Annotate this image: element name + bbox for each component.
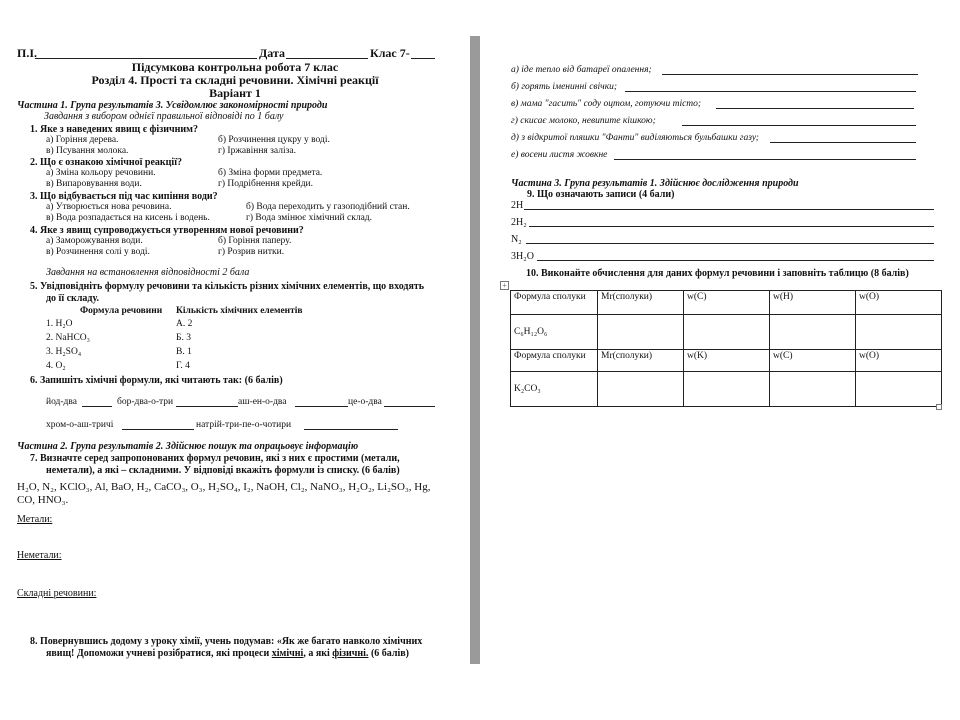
phenomenon-c: в) мама "гасить" соду оцтом, готуючи тісто; (511, 99, 702, 109)
part1-subheading-2: Завдання на встановлення відповідності 2 бала (46, 267, 250, 278)
q5-formula-3: 3. H₂SO₄ (46, 347, 82, 357)
q7-metals-label: Метали: (17, 514, 53, 525)
table-header-wc: w(C) (684, 291, 770, 315)
table-cell[interactable] (770, 315, 856, 350)
table-header-wo-2: w(O) (856, 350, 942, 372)
date-field-line (286, 58, 368, 59)
q1-option-a: а) Горіння дерева. (46, 135, 119, 145)
table-header-wc-2: w(C) (770, 350, 856, 372)
phenomenon-b: б) горять іменинні свічки; (511, 82, 618, 92)
q6-item-1: йод-два (46, 397, 77, 407)
table-header-wh: w(H) (770, 291, 856, 315)
question-4: 4. Яке з явищ супроводжується утворенням нової речовини? (30, 225, 304, 236)
class-label: Клас 7- (370, 46, 410, 60)
phenomenon-d-line[interactable] (682, 125, 916, 126)
table-move-handle-icon[interactable]: + (500, 281, 509, 290)
question-7-cont: неметали), а які – складними. У відповіді вкажіть формули із списку. (6 балів) (46, 465, 400, 476)
q6-answer-line-3[interactable] (295, 406, 348, 407)
table-cell[interactable] (598, 315, 684, 350)
q2-option-b: б) Зміна форми предмета. (218, 168, 323, 178)
table-header-formula: Формула сполуки (511, 291, 598, 315)
q8-text-part-c: , а які (303, 648, 333, 659)
q6-answer-line-1[interactable] (82, 406, 112, 407)
phenomenon-d: г) скисає молоко, невипите кішкою; (511, 116, 656, 126)
question-1: 1. Яке з наведених явищ є фізичним? (30, 124, 198, 135)
table-cell[interactable] (684, 315, 770, 350)
phenomenon-a-line[interactable] (662, 74, 918, 75)
q8-points: (6 балів) (368, 648, 409, 659)
q4-option-a: а) Заморожування води. (46, 236, 143, 246)
table-cell-glucose: C₆H₁₂O₆ (511, 315, 598, 350)
q5-count-a: А. 2 (176, 319, 193, 329)
table-header-mr-2: Mr(сполуки) (598, 350, 684, 372)
worksheet-page-right (480, 0, 960, 720)
part2-heading: Частина 2. Група результатів 2. Здійснює пошук та опрацьовує інформацію (17, 441, 359, 452)
phenomenon-f-line[interactable] (614, 159, 916, 160)
q6-answer-line-4[interactable] (384, 406, 435, 407)
q5-count-c: В. 1 (176, 347, 192, 357)
q7-formula-list: H₂O, N₂, KClO₃, Al, BaO, H₂, CaCO₃, O₃, H₂SO₄, I₂, NaOH, Cl₂, NaNO₃, H₂O₂, Li₂SO₃, Hg, (17, 481, 431, 493)
q9-item-3: N₂ (511, 234, 522, 245)
table-cell[interactable] (856, 315, 942, 350)
q1-option-c: в) Псування молока. (46, 146, 129, 156)
question-8-cont (46, 648, 409, 659)
q9-item-2: 2H₂ (511, 217, 527, 228)
question-9: 9. Що означають записи (4 бали) (527, 189, 675, 200)
q5-col-count: Кількість хімічних елементів (176, 306, 303, 316)
q5-formula-2: 2. NaHCO₃ (46, 333, 90, 343)
q2-option-c: в) Випаровування води. (46, 179, 142, 189)
table-cell[interactable] (598, 372, 684, 407)
table-header-mr: Mr(сполуки) (598, 291, 684, 315)
q8-chemical-word: хімічні (271, 648, 304, 659)
table-resize-handle-icon[interactable] (936, 404, 942, 410)
question-7: 7. Визначте серед запропонованих формул речовин, які з них є простими (метали, (30, 453, 400, 464)
phenomenon-e: д) з відкритої пляшки "Фанти" виділяються бульбашки газу; (511, 133, 759, 143)
table-header-formula-2: Формула сполуки (511, 350, 598, 372)
question-2: 2. Що є ознакою хімічної реакції? (30, 157, 182, 168)
page-gap-divider (470, 36, 480, 664)
q8-text-part-a: явищ! Допоможи учневі розібратися, які процеси (46, 648, 272, 659)
phenomenon-b-line[interactable] (625, 91, 916, 92)
table-cell[interactable] (856, 372, 942, 407)
phenomenon-f: е) восени листя жовкне (511, 150, 608, 160)
phenomenon-e-line[interactable] (770, 142, 916, 143)
q8-physical-word: фізичні. (332, 648, 369, 659)
q9-answer-line-4[interactable] (537, 260, 934, 261)
q6-item-2: бор-два-о-три (117, 397, 174, 407)
class-field-line (411, 58, 435, 59)
q3-option-a: а) Утворюється нова речовина. (46, 202, 172, 212)
q4-option-c: в) Розчинення солі у воді. (46, 247, 150, 257)
q6-item-3: аш-ен-о-два (238, 397, 287, 407)
q6-answer-line-6[interactable] (304, 429, 398, 430)
q7-nonmetals-label: Неметали: (17, 550, 62, 561)
q7-formula-list-cont: CO, HNO₃. (17, 494, 69, 506)
phenomenon-a: а) іде тепло від батареї опалення; (511, 65, 652, 75)
question-5-cont: до її складу. (46, 293, 99, 304)
q3-option-b: б) Вода переходить у газоподібний стан. (246, 202, 410, 212)
q5-count-b: Б. 3 (176, 333, 191, 343)
q4-option-b: б) Горіння паперу. (218, 236, 292, 246)
document-title: Підсумкова контрольна робота 7 клас (131, 60, 339, 74)
q6-answer-line-2[interactable] (176, 406, 238, 407)
question-6: 6. Запишіть хімічні формули, які читають так: (6 балів) (30, 375, 283, 386)
table-cell-potassium-carbonate: K₂CO₃ (511, 372, 598, 407)
q2-option-d: г) Подрібнення крейди. (218, 179, 313, 189)
section-title: Розділ 4. Прості та складні речовини. Хімічні реакції (91, 73, 379, 87)
table-cell[interactable] (684, 372, 770, 407)
calculation-table (510, 290, 942, 407)
q5-count-d: Г. 4 (176, 361, 190, 371)
worksheet-page-left (0, 0, 470, 720)
variant-title: Варіант 1 (209, 86, 261, 100)
q6-item-5: хром-о-аш-тричі (46, 420, 114, 430)
q7-complex-label: Складні речовини: (17, 588, 97, 599)
q6-answer-line-5[interactable] (122, 429, 194, 430)
q5-formula-1: 1. H₂O (46, 319, 73, 329)
q3-option-d: г) Вода змінює хімічний склад. (246, 213, 373, 223)
q3-option-c: в) Вода розпадається на кисень і водень. (46, 213, 210, 223)
q9-answer-line-2[interactable] (529, 226, 934, 227)
q4-option-d: г) Розрив нитки. (218, 247, 285, 257)
table-cell[interactable] (770, 372, 856, 407)
question-10: 10. Виконайте обчислення для даних формул речовини і заповніть таблицю (8 балів) (526, 268, 909, 279)
question-8: 8. Повернувшись додому з уроку хімії, учень подумав: «Як же багато навколо хімічних (30, 636, 423, 647)
q9-item-1: 2H (511, 200, 524, 211)
part1-subheading: Завдання з вибором однієї правильної відповіді по 1 балу (44, 111, 284, 122)
q5-formula-4: 4. O₂ (46, 361, 66, 371)
q9-item-4: 3H₂O (511, 251, 534, 262)
q6-item-4: це-о-два (348, 397, 382, 407)
part1-heading: Частина 1. Група результатів 3. Усвідомлює закономірності природи (17, 100, 328, 111)
part3-heading: Частина 3. Група результатів 1. Здійснює дослідження природи (511, 178, 799, 189)
name-label: П.І. (17, 46, 38, 60)
table-header-wo: w(O) (856, 291, 942, 315)
q1-option-b: б) Розчинення цукру у воді. (218, 135, 330, 145)
name-field-line (35, 58, 257, 59)
date-label: Дата (259, 46, 285, 60)
table-header-wk: w(K) (684, 350, 770, 372)
question-3: 3. Що відбувається під час кипіння води? (30, 191, 218, 202)
q2-option-a: а) Зміна кольору речовини. (46, 168, 156, 178)
q9-answer-line-3[interactable] (526, 243, 934, 244)
q1-option-d: г) Іржавіння заліза. (218, 146, 296, 156)
q6-item-6: натрій-три-пе-о-чотири (196, 420, 292, 430)
q9-answer-line-1[interactable] (524, 209, 934, 210)
phenomenon-c-line[interactable] (716, 108, 914, 109)
q5-col-formula: Формула речовини (80, 306, 163, 316)
question-5: 5. Увідповідніть формулу речовини та кількість різних хімічних елементів, що входять (30, 281, 425, 292)
